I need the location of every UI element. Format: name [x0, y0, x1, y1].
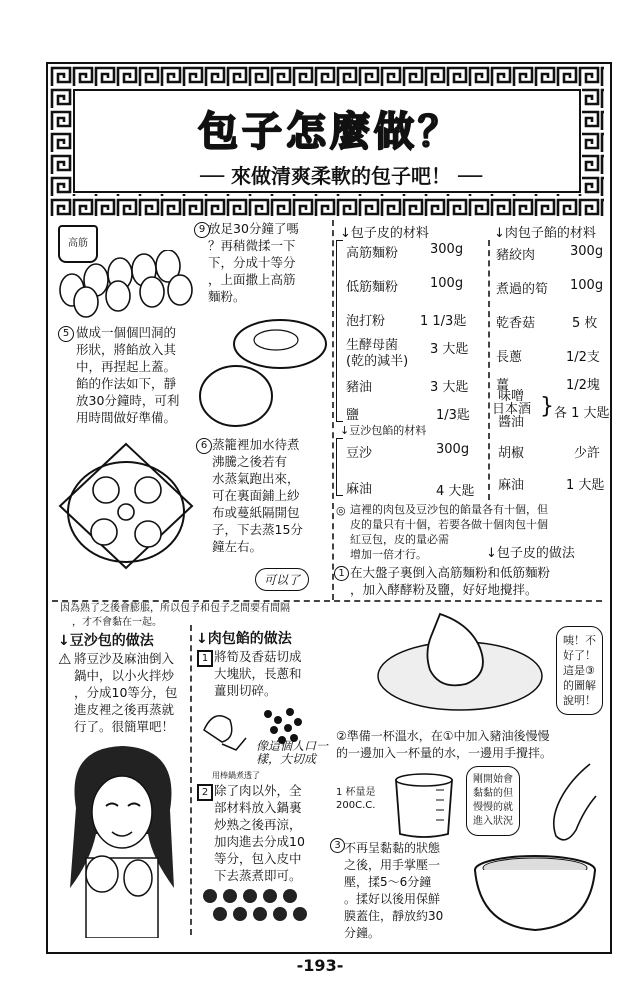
meat-step1-line: 薑則切碎。: [214, 683, 277, 698]
dough-ingredients-bracket: [336, 240, 343, 422]
dough-step3-text: [344, 840, 443, 942]
bowl-illustration: [470, 846, 600, 936]
step6-number: 6: [196, 438, 212, 454]
redbean-method-title: ↓豆沙包的做法: [58, 633, 154, 649]
step5-text: [76, 324, 179, 426]
dough-step3-line: 之後，用手掌壓一: [344, 858, 441, 872]
meat-ingredient-qty: 1 大匙: [566, 478, 605, 493]
dough-ingredient-name: (乾的減半): [346, 354, 409, 369]
meat-step1-text: [214, 648, 302, 699]
measuring-cup-illustration: [392, 770, 456, 840]
step9-line: ？再稍微揉一下: [208, 238, 296, 253]
quantity-note-line: 皮的量只有十個，若要各做十個肉包十個: [350, 518, 548, 531]
dough-wrap-illustration: [196, 310, 330, 430]
redbean-ingredient-qty: 4 大匙: [436, 484, 475, 499]
arrow-down-icon: ↓: [340, 424, 350, 437]
column-divider-bottom: [190, 625, 192, 935]
meat-ingredients-title: ↓肉包子餡的材料: [494, 226, 596, 241]
warning-icon: ⚠: [58, 650, 72, 668]
dough-step3-number: 3: [330, 838, 345, 853]
redbean-line: ，分成10等分，包: [74, 685, 178, 700]
meat-ingredient-name: 乾香菇: [496, 316, 536, 331]
meat-step2-small-note: 用棒鍋煮透了: [212, 771, 260, 780]
step9-text: [208, 220, 299, 305]
meat-method-title: ↓肉包餡的做法: [196, 631, 292, 647]
meat-step2-line: 等分，包入皮中: [214, 851, 302, 866]
dough-step3-line: 壓，揉5～6分鐘: [344, 875, 432, 889]
column-divider-mid: [488, 240, 490, 500]
column-divider-left: [332, 220, 334, 600]
dough-ingredient-qty: 3 大匙: [430, 380, 469, 395]
dough-ingredient-qty: 1/3匙: [436, 408, 470, 423]
step5-line: 用時間做好準備。: [76, 410, 177, 425]
meat-step1-number: 1: [197, 650, 213, 667]
spacing-note-line1: 因為熟了之後會膨脹，所以包子和包子之間要有間隔: [60, 603, 290, 614]
step9-line: 放足30分鐘了嗎: [208, 221, 299, 236]
page-subtitle: ── 來做清爽柔軟的包子吧！ ──: [200, 164, 483, 188]
meat-size-note: 像這個人口一樣，大切成: [256, 739, 329, 766]
step9-number: 9: [194, 222, 210, 238]
step9-line: 下，分成十等分: [208, 255, 296, 270]
meat-step1-line: 將筍及香菇切成: [214, 649, 302, 664]
step5-line: 放30分鐘時，可利: [76, 393, 180, 408]
redbean-method-text: [74, 650, 177, 735]
dough-step2-line: ②準備一杯溫水，在①中加入豬油後慢慢: [336, 729, 550, 743]
quantity-note-line: 紅豆包，皮的量必需: [350, 533, 449, 546]
dough-step2-line: 的一邊加入一杯量的水，一邊用手攪拌。: [336, 746, 553, 760]
meat-step2-line: 加肉進去分成10: [214, 834, 305, 849]
dough-ingredients-title: ↓包子皮的材料: [340, 226, 429, 241]
meat-ingredient-name: 醬油: [498, 415, 525, 430]
arrow-down-icon: ↓: [340, 226, 351, 241]
dough-step3-line: 分鐘。: [344, 926, 381, 940]
redbean-line: 進皮裡之後再蒸就: [74, 702, 175, 717]
dough-step1-line: 在大盤子裏倒入高筋麵粉和低筋麵粉: [350, 565, 551, 580]
bubble-wrong-line: 說明！: [563, 694, 596, 707]
arrow-down-icon: ↓: [494, 226, 505, 241]
step5-number: 5: [58, 326, 74, 342]
dough-ingredient-name: 泡打粉: [346, 314, 386, 329]
dough-step3-line: 膜蓋住，靜放約30: [344, 909, 444, 923]
dough-ingredient-name: 生酵母菌: [346, 338, 399, 353]
meat-step2-line: 除了肉以外，全: [214, 783, 302, 798]
stirring-hand-illustration: [530, 760, 600, 850]
meat-ingredient-qty: 各 1 大匙: [554, 406, 610, 421]
redbean-line: 行了。很簡單吧！: [74, 719, 175, 734]
redbean-line: 鍋中，以小火拌炒: [74, 668, 175, 683]
step6-line: 子，下去蒸15分: [212, 522, 303, 537]
step6-line: 沸騰之後若有: [212, 454, 288, 469]
dough-ingredient-qty: 3 大匙: [430, 342, 469, 357]
dough-method-title: ↓包子皮的做法: [486, 546, 575, 561]
stir-bubble-line: 黏黏的但: [473, 788, 513, 799]
dough-ingredient-qty: 100g: [430, 276, 464, 291]
dough-ingredient-name: 豬油: [346, 380, 373, 395]
dough-ingredient-qty: 300g: [430, 242, 464, 257]
arrow-down-icon: ↓: [58, 633, 70, 649]
meat-ingredient-name: 味噌: [498, 389, 525, 404]
step5-line: 中，再捏起上蓋。: [76, 359, 177, 374]
dough-step3-line: 。揉好以後用保鮮: [344, 892, 441, 906]
quantity-note-line: 這裡的肉包及豆沙包的餡量各有十個，但: [350, 503, 548, 516]
step5-line: 餡的作法如下，靜: [76, 376, 177, 391]
meat-ingredient-name: 豬絞肉: [496, 248, 536, 263]
stir-bubble-line: 剛開始會: [473, 774, 513, 785]
bubble-wrong-line: 的圖解: [563, 679, 596, 692]
seasoning-bracket: }: [540, 394, 554, 419]
step9-line: ，上面撒上高筋: [208, 272, 296, 287]
meat-ingredient-qty: 300g: [570, 244, 604, 259]
dough-step1-text: [350, 564, 550, 598]
dough-step1-line: ，加入酵酵粉及鹽，好好地攪拌。: [350, 582, 538, 597]
meat-step2-line: 部材料放入鍋裏: [214, 800, 302, 815]
step6-line: 可在裏面鋪上紗: [212, 488, 300, 503]
step5-line: 形狀，將餡放入其: [76, 342, 177, 357]
meat-step1-line: 大塊狀，長蔥和: [214, 666, 302, 681]
meat-ingredient-qty: 1/2支: [566, 350, 600, 365]
stir-bubble-line: 進入狀況: [473, 816, 513, 827]
meat-step2-line: 炒熟之後再涼，: [214, 817, 302, 832]
bubble-ok: 可以了: [255, 568, 309, 591]
page-title: 包子怎麼做？: [198, 109, 462, 155]
meat-ingredient-name: 薑: [496, 378, 510, 393]
redbean-ingredient-name: 麻油: [346, 482, 373, 497]
stir-bubble-line: 慢慢的就: [473, 802, 513, 813]
dough-ingredient-qty: 1 1/3匙: [420, 314, 467, 329]
step6-line: 布或蔓紙隔開包: [212, 505, 300, 520]
meat-ingredient-name: 煮過的筍: [496, 282, 549, 297]
meat-ingredient-name: 日本酒: [492, 402, 532, 417]
cup-volume-label: [336, 786, 376, 812]
steamer-illustration: [56, 440, 196, 590]
dough-ingredient-name: 低筋麵粉: [346, 280, 399, 295]
dough-step3-line: 不再呈黏黏的狀態: [344, 841, 441, 855]
redbean-ingredients-bracket: [336, 438, 343, 496]
meatballs-illustration: [200, 886, 320, 922]
bubble-wrong-line: 這是③: [563, 664, 595, 677]
page-number: -193-: [296, 956, 344, 975]
dough-ingredient-name: 高筋麵粉: [346, 246, 399, 261]
dough-ingredient-name: 鹽: [346, 408, 360, 423]
redbean-ingredient-name: 豆沙: [346, 446, 373, 461]
arrow-down-icon: ↓: [486, 546, 497, 561]
step6-line: 蒸籠裡加水待煮: [212, 437, 300, 452]
dough-step2-text: [336, 728, 552, 762]
redbean-line: 將豆沙及麻油倒入: [74, 651, 175, 666]
kneading-illustration: [370, 604, 550, 714]
step6-line: 鐘左右。: [212, 539, 263, 554]
meat-ingredient-name: 麻油: [498, 478, 525, 493]
cup-volume-line: 200C.C.: [336, 800, 376, 811]
quantity-note-line: 增加一倍才行。: [350, 548, 427, 561]
spacing-note-line2: ，才不會黏在一起。: [72, 617, 162, 628]
stir-bubble: [466, 766, 520, 836]
arrow-down-icon: ↓: [196, 631, 208, 647]
dough-step1-number: 1: [334, 566, 349, 581]
meat-ingredient-qty: 1/2塊: [566, 378, 600, 393]
cup-volume-line: 1 杯量是: [336, 787, 376, 798]
step6-line: 水蒸氣跑出來，: [212, 471, 300, 486]
step6-text: [212, 436, 303, 555]
meat-ingredient-name: 長蔥: [496, 350, 523, 365]
bubble-wrong-line: 好了！: [563, 649, 596, 662]
girl-eating-illustration: [56, 738, 188, 938]
meat-step2-text: [214, 782, 305, 884]
step9-line: 麵粉。: [208, 289, 246, 304]
meat-ingredient-qty: 少許: [574, 446, 601, 461]
bubble-wrong-line: 咦！不: [563, 634, 596, 647]
step5-line: 做成一個個凹洞的: [76, 325, 177, 340]
meat-step2-number: 2: [197, 784, 213, 801]
meat-step2-line: 下去蒸煮即可。: [214, 868, 302, 883]
quantity-note-icon: ◎: [336, 504, 346, 517]
meat-ingredient-qty: 100g: [570, 278, 604, 293]
dough-balls-illustration: [56, 250, 196, 320]
flour-bag-label: 高筋: [68, 238, 88, 249]
redbean-ingredient-qty: 300g: [436, 442, 470, 457]
meat-ingredient-name: 胡椒: [498, 446, 525, 461]
meat-ingredient-qty: 5 枚: [572, 316, 598, 331]
redbean-ingredients-title: ↓豆沙包餡的材料: [340, 424, 427, 437]
bubble-wrong: [556, 626, 603, 715]
